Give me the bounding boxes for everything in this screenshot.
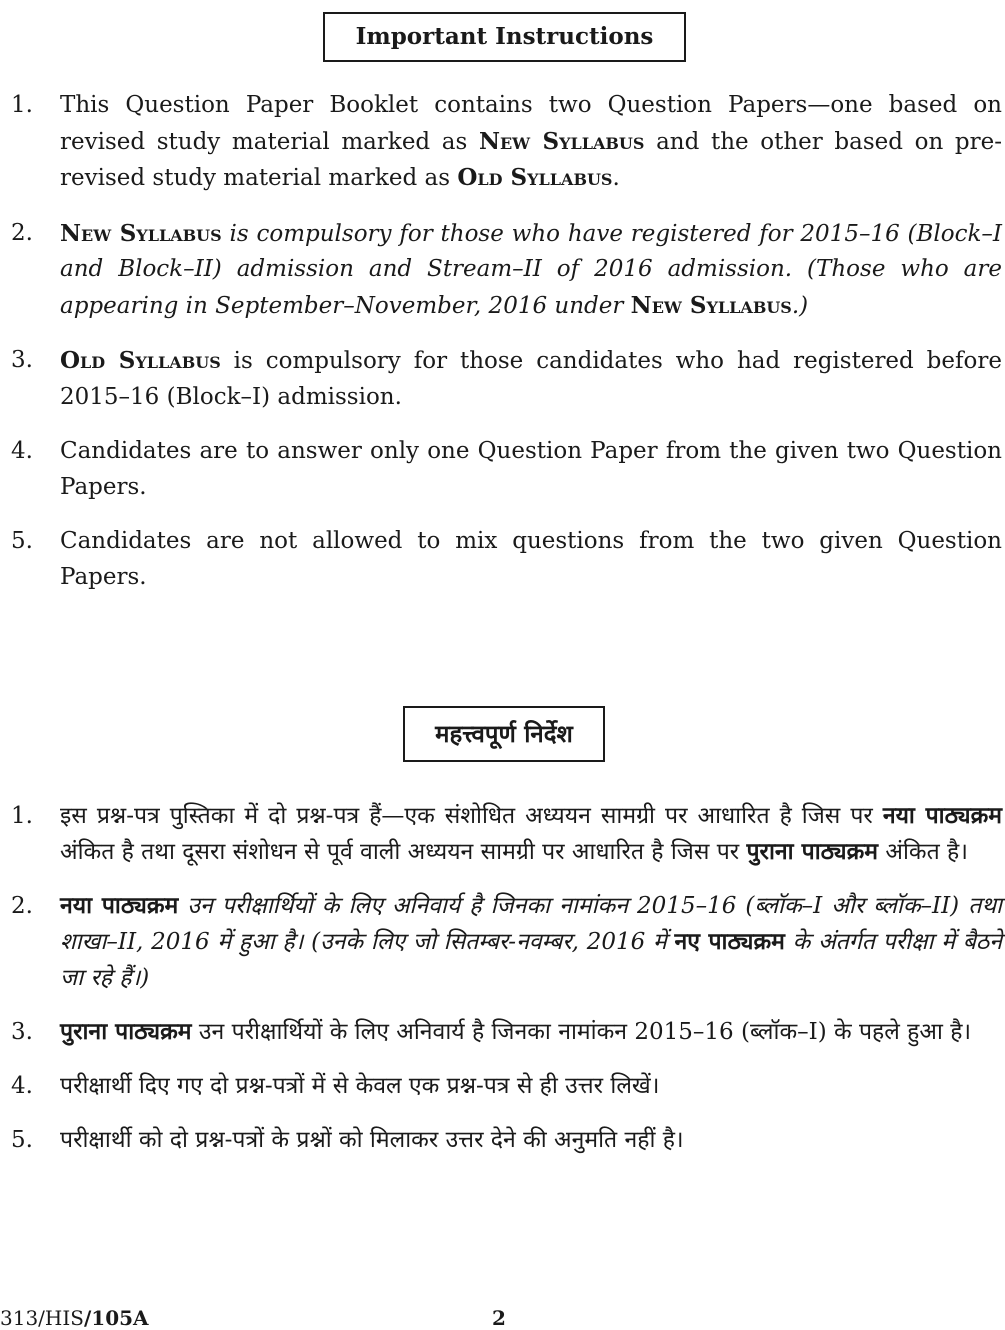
hindi-instructions-list [0, 798, 1002, 1158]
list-item [0, 1068, 1002, 1104]
item-number: 5. [11, 528, 33, 554]
new-syllabus-label: New Syllabus [60, 219, 222, 247]
item-text: This Question Paper Booklet contains two Question Papers—one based on revised study material marked as New Syllabus and the other based on pre-revised study material marked as Old Syllabus. [60, 92, 1002, 191]
old-syllabus-label: Old Syllabus [60, 347, 221, 374]
list-item [0, 343, 1002, 415]
item-text: परीक्षार्थी दिए गए दो प्रश्न-पत्रों में से केवल एक प्रश्न-पत्र से ही उत्तर लिखें। [60, 1073, 660, 1099]
item-text: Candidates are not allowed to mix questions from the two given Question Papers. [60, 528, 1002, 590]
list-item [0, 1122, 1002, 1158]
item-number: 3. [11, 347, 33, 373]
item-number: 4. [11, 1073, 33, 1099]
new-syllabus-label: New Syllabus [630, 291, 792, 319]
item-number: 2. [11, 893, 33, 919]
item-text: New Syllabus is compulsory for those who have registered for 2015–16 (Block–I and Block–II) admission and Stream–II of 2016 admission. (Those who are appearing in September–November, 2016 under New Syllabus.) [60, 219, 1003, 319]
item-number: 1. [11, 803, 33, 829]
item-number: 2. [11, 219, 33, 246]
list-item [0, 216, 1002, 325]
list-item [0, 798, 1002, 870]
list-item [0, 434, 1002, 505]
new-syllabus-label: नए पाठ्यक्रम [674, 928, 785, 955]
new-syllabus-label: नया पाठ्यक्रम [882, 802, 1002, 829]
item-text: परीक्षार्थी को दो प्रश्न-पत्रों के प्रश्नों को मिलाकर उत्तर देने की अनुमति नहीं है। [60, 1127, 684, 1153]
english-heading: Important Instructions [323, 12, 686, 62]
english-instructions-list [0, 88, 1002, 595]
item-number: 3. [11, 1019, 33, 1045]
old-syllabus-label: Old Syllabus [457, 164, 613, 191]
item-text: Old Syllabus is compulsory for those candidates who had registered before 2015–16 (Block–I) admission. [60, 347, 1002, 410]
page-number: 2 [492, 1306, 506, 1330]
list-item [0, 888, 1002, 996]
list-item [0, 88, 1002, 197]
item-number: 5. [11, 1127, 33, 1153]
item-text: Candidates are to answer only one Question Paper from the given two Question Papers. [60, 438, 1002, 500]
item-text: इस प्रश्न-पत्र पुस्तिका में दो प्रश्न-पत्र हैं—एक संशोधित अध्ययन सामग्री पर आधारित है जिस पर नया पाठ्यक्रम अंकित है तथा दूसरा संशोधन से पूर्व वाली अध्ययन सामग्री पर आधारित है जिस पर पुराना पाठ्यक्रम अंकित है। [60, 802, 1002, 865]
item-number: 4. [11, 438, 33, 464]
item-number: 1. [11, 92, 33, 118]
hindi-heading: महत्त्वपूर्ण निर्देश [403, 706, 605, 762]
item-text: नया पाठ्यक्रम उन परीक्षार्थियों के लिए अनिवार्य है जिनका नामांकन 2015–16 (ब्लॉक–I और ब्लॉक–II) तथा शाखा–II, 2016 में हुआ है। (उनके लिए जो सितम्बर-नवम्बर, 2016 में नए पाठ्यक्रम के अंतर्गत परीक्षा में बैठने जा रहे हैं।) [60, 892, 1002, 991]
list-item [0, 1014, 1002, 1050]
old-syllabus-label: पुराना पाठ्यक्रम [60, 1018, 192, 1045]
new-syllabus-label: नया पाठ्यक्रम [60, 892, 179, 919]
new-syllabus-label: New Syllabus [478, 127, 645, 155]
item-text: पुराना पाठ्यक्रम उन परीक्षार्थियों के लिए अनिवार्य है जिनका नामांकन 2015–16 (ब्लॉक–I) के पहले हुआ है। [60, 1018, 972, 1045]
list-item [0, 524, 1002, 595]
old-syllabus-label: पुराना पाठ्यक्रम [746, 838, 879, 865]
paper-code: 313/HIS/105A [0, 1306, 149, 1330]
